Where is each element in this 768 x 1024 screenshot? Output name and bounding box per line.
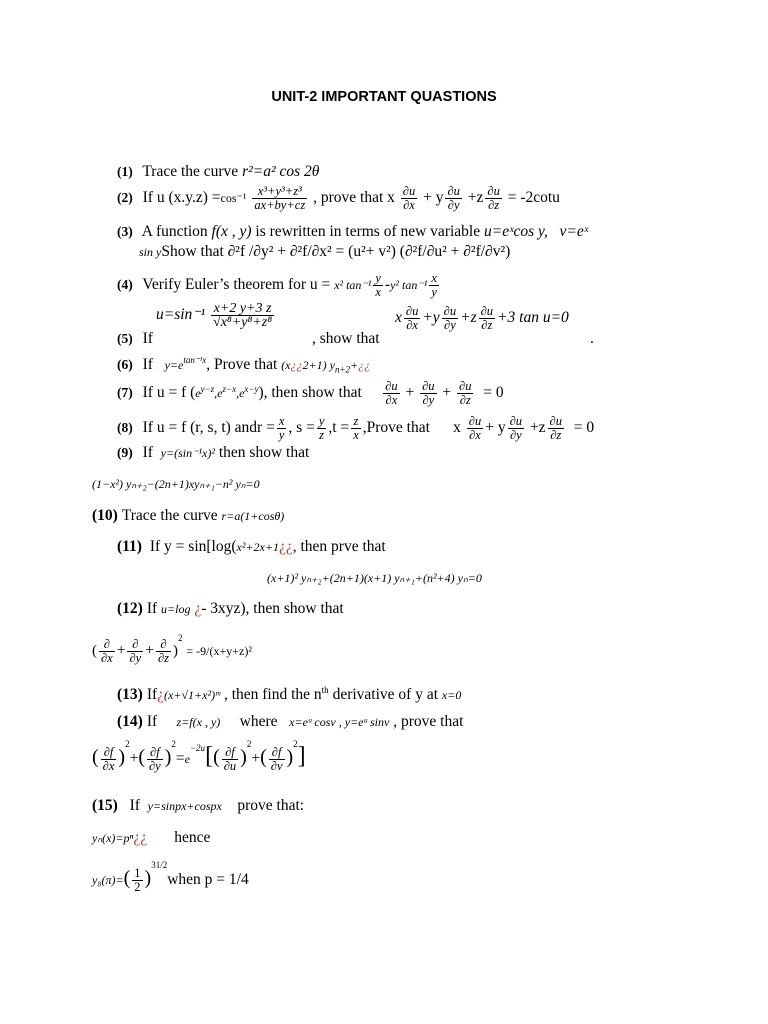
question-11: (11) If y = sin[log(x²+2x+1¿¿, then prve that: [117, 538, 386, 555]
question-9-result: (1−x²) yₙ₊₂−(2n+1)xyₙ₊₁−n² yₙ=0: [92, 477, 260, 491]
fraction: $\frac{\partial f}{\partial v}$: [270, 745, 283, 774]
question-number: (8): [117, 420, 133, 436]
question-text: , prove that x: [313, 189, 395, 207]
question-text: Trace the curve: [142, 163, 239, 180]
question-number: (11): [117, 538, 142, 555]
question-10: [92, 507, 284, 525]
question-15: (15) If y=sinpx+cospx prove that:: [92, 797, 305, 814]
math-expression: y² tan⁻¹: [390, 278, 428, 293]
math-expression: v=eˣ: [559, 223, 589, 240]
question-text: If u (x.y.z) =: [142, 189, 221, 207]
fraction: $\frac{\partial}{\partial x}$: [101, 637, 113, 666]
fraction: $\frac{\partial u}{\partial z}$: [459, 379, 472, 407]
fraction: $\frac{\partial u}{\partial y}$: [509, 414, 523, 442]
fraction: $\frac{x+2 y+3 z}{\text{√x⁸+y⁸+z⁸}}$: [213, 301, 273, 330]
fraction: $\frac{\partial u}{\partial x}$: [385, 379, 398, 407]
fraction: $\frac{\partial u}{\partial x}$: [402, 184, 416, 212]
question-14-result: ( $\frac{\partial f}{\partial x}$ )$^2$+( $\frac{\partial f}{\partial y}$ )$^2=e^{-2u}$[( $\frac{\partial f}{\partial u}$ )$^2$+( $\frac{\partial f}{\partial v}$ )$^2$]: [92, 739, 306, 774]
question-8: (8) If u = f (r, s, t) andr = $\frac{x}{y}$ , s = $\frac{y}{z}$ ,t = $\frac{z}{x}$ ,Prove that x $\frac{\partial u}{\partial x}$ + y $\frac{\partial u}{\partial y}$ +z $\frac{\partial u}{\partial z}$ = 0: [117, 414, 595, 442]
math-expression: (x¿¿2+1) $y_{n+2}+¿¿$: [281, 358, 371, 375]
question-12-result: ( $\frac{\partial}{\partial x}$ + $\frac{\partial}{\partial y}$ + $\frac{\partial}{\partial z}$ )$^2$ = -9/(x+y+z)²: [92, 633, 252, 666]
question-15-line2: yₙ(x)=pⁿ¿¿ hence: [92, 829, 211, 846]
math-expression: f(x , y): [211, 223, 252, 240]
question-number: (4): [117, 277, 133, 293]
fraction: $\frac{x}{y}$: [431, 271, 437, 299]
question-text: ,Prove that: [362, 419, 430, 437]
question-15-line3: y₈(π)=( $\frac{1}{2}$ )$^{31/2}$when p = 1/4: [92, 860, 249, 895]
question-text: A function: [141, 223, 208, 240]
question-text: If y = sin[log(: [149, 538, 237, 555]
question-number: (10): [92, 507, 118, 524]
question-5-dot: .: [590, 330, 594, 347]
fraction: $\frac{\partial}{\partial y}$: [129, 637, 142, 666]
question-number: (12): [117, 600, 143, 617]
question-number: (2): [117, 190, 133, 206]
fraction: $\frac{\partial f}{\partial x}$: [102, 745, 115, 774]
fraction: $\frac{\partial u}{\partial x}$: [405, 304, 419, 332]
question-number: (6): [117, 357, 133, 373]
fraction: $\frac{\partial u}{\partial z}$: [487, 184, 500, 212]
math-expression: x² tan⁻¹: [334, 278, 372, 293]
math-expression: r=a(1+cosθ): [221, 509, 285, 523]
question-number: (9): [117, 445, 133, 460]
fraction: $\frac{\partial u}{\partial z}$: [480, 304, 494, 332]
fraction: $\frac{\partial f}{\partial u}$: [223, 745, 237, 774]
math-expression: r²=a² cos 2θ: [242, 163, 320, 180]
question-3: [117, 223, 588, 241]
math-operator: -: [384, 276, 391, 294]
fraction: $\frac{\partial u}{\partial z}$: [549, 414, 562, 442]
question-9: [117, 444, 309, 462]
fraction: $\frac{\partial u}{\partial y}$: [422, 379, 435, 407]
math-fn: cos⁻¹: [220, 191, 247, 206]
question-5-result: x $\frac{\partial u}{\partial x}$ +y $\frac{\partial u}{\partial y}$ +z $\frac{\partial u}{\partial z}$ +3 tan u=0: [395, 304, 569, 332]
question-number: (5): [117, 331, 133, 346]
question-number: (1): [117, 164, 133, 179]
math-expression: y=(sin⁻¹x)²: [160, 446, 215, 460]
fraction: $\frac{\partial}{\partial z}$: [157, 637, 170, 666]
math-operator: + y: [423, 189, 444, 207]
question-number: (15): [92, 797, 118, 814]
question-13: (13) If¿(x+√1+x²)ᵐ , then find the $n^{th}$ derivative of y at x=0: [117, 685, 462, 704]
question-1: [117, 163, 319, 181]
question-number: (14): [117, 713, 143, 730]
question-5: [117, 330, 153, 348]
fraction: $\frac{\partial f}{\partial y}$: [149, 745, 161, 774]
question-5-show: , show that: [312, 330, 380, 347]
question-12: (12) If u=log ¿- 3xyz), then show that: [117, 600, 344, 617]
question-3-continued: [139, 243, 510, 261]
question-text: If: [142, 356, 153, 374]
question-text: If: [142, 330, 153, 347]
question-text: then show that: [218, 444, 310, 461]
fraction: $\frac{1}{2}$: [134, 866, 141, 895]
fraction: $\frac{y}{x}$: [375, 271, 381, 299]
question-text: Verify Euler’s theorem for u =: [142, 276, 331, 294]
question-number: (13): [117, 686, 143, 704]
fraction: $\frac{\partial u}{\partial x}$: [468, 414, 482, 442]
math-expression: u=eˣcos y,: [483, 223, 548, 240]
fraction: $\frac{\partial u}{\partial y}$: [443, 304, 457, 332]
question-text: If u = f (: [142, 384, 196, 402]
question-text: is rewritten in terms of new variable: [255, 223, 481, 240]
question-number: (3): [117, 224, 133, 239]
math-expression: sin y: [139, 245, 162, 259]
fraction: $\frac{\text{x³+y³+z³}}{ax+by+cz}$: [254, 184, 306, 212]
question-text: , Prove that: [206, 356, 278, 374]
question-number: (7): [117, 385, 133, 401]
page-title: UNIT-2 IMPORTANT QUASTIONS: [271, 89, 497, 105]
fraction: $\frac{x}{y}$: [278, 414, 285, 442]
question-4: [117, 272, 441, 299]
question-text: Show that ∂²f /∂y² + ∂²f/∂x² = (u²+ v²) (∂²f/∂u² + ∂²f/∂v²): [161, 243, 511, 260]
question-text: ), then show that: [258, 384, 362, 402]
question-text: If: [142, 444, 153, 461]
fraction: $\frac{z}{x}$: [353, 414, 359, 442]
math-operator: +z: [467, 189, 484, 207]
question-11-result: (x+1)² yₙ₊₂+(2n+1)(x+1) yₙ₊₁+(n²+4) yₙ=0: [267, 571, 482, 585]
math-expression: u=sin⁻¹: [156, 306, 206, 324]
fraction: $\frac{y}{z}$: [318, 414, 325, 442]
question-7: (7) If u = f $(e^{y-z},e^{z-x},e^{x-y})$, then show that $\frac{\partial u}{\partial x}$ + $\frac{\partial u}{\partial y}$ + $\frac{\partial u}{\partial z}$ = 0: [117, 379, 504, 407]
question-2: [117, 185, 560, 212]
math-rhs: = -2cotu: [507, 189, 560, 207]
fraction: $\frac{\partial u}{\partial y}$: [447, 184, 460, 212]
question-text: If u = f (r, s, t) andr =: [142, 419, 275, 437]
question-14: (14) If z=f(x , y) where x=eᵘ cosv , y=eᵘ sinv , prove that: [117, 713, 464, 730]
question-6: (6) If $y=e^{tan^{-1}x}$, Prove that (x¿¿2+1) $y_{n+2}+¿¿$: [117, 355, 371, 375]
math-expression: y=e: [164, 358, 184, 373]
question-text: Trace the curve: [121, 507, 218, 524]
question-5-formula: [156, 302, 276, 329]
